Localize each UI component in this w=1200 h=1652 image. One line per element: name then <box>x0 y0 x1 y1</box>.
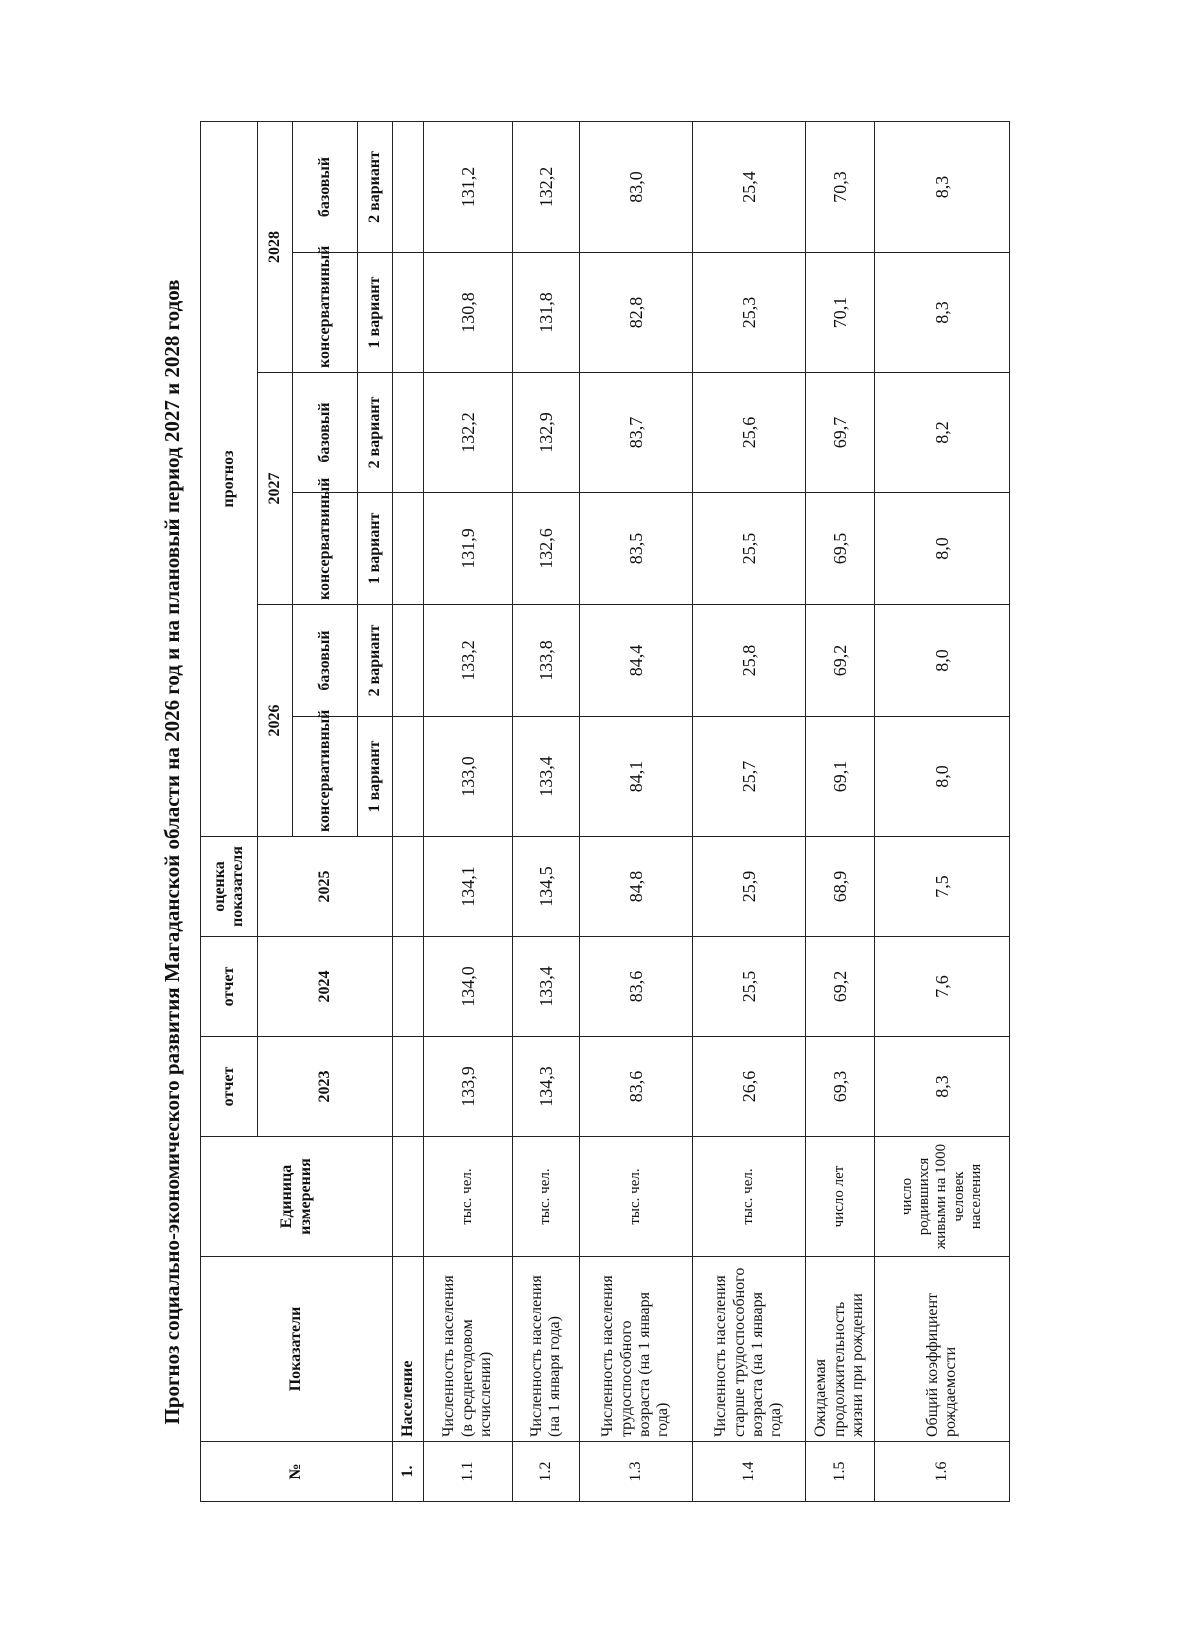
header-forecast: прогноз <box>201 121 258 836</box>
value-2023: 83,6 <box>580 1037 693 1137</box>
value-2025: 134,5 <box>513 837 580 937</box>
header-num: № <box>201 1442 393 1502</box>
row-label: Ожидаемая продолжительность жизни при рождении <box>806 1257 875 1442</box>
value-2028-v1: 8,3 <box>875 253 1010 373</box>
scenario-base-2026: базовый <box>293 605 358 717</box>
section-num: 1. <box>393 1442 424 1502</box>
value-2028-v2: 131,2 <box>424 121 513 252</box>
value-2025: 25,9 <box>693 837 806 937</box>
value-2024: 7,6 <box>875 937 1010 1037</box>
scenario-base-2028: базовый <box>293 121 358 252</box>
value-2028-v1: 130,8 <box>424 253 513 373</box>
section-row <box>393 121 424 1501</box>
value-2026-v2: 133,8 <box>513 605 580 717</box>
value-2026-v2: 84,4 <box>580 605 693 717</box>
value-2028-v1: 131,8 <box>513 253 580 373</box>
value-2028-v2: 25,4 <box>693 121 806 252</box>
value-2023: 133,9 <box>424 1037 513 1137</box>
row-label: Численность населения (в среднегодовом исчислении) <box>424 1257 513 1442</box>
value-2026-v1: 133,0 <box>424 717 513 837</box>
header-row-1 <box>201 121 258 1501</box>
scenario-conservative-2026: консервативный <box>293 717 358 837</box>
value-2024: 69,2 <box>806 937 875 1037</box>
value-2028-v2: 70,3 <box>806 121 875 252</box>
value-2027-v2: 132,2 <box>424 373 513 493</box>
header-year-2023: 2023 <box>258 1037 393 1137</box>
row-label: Общий коэффициент рождаемости <box>875 1257 1010 1442</box>
row-num: 1.5 <box>806 1442 875 1502</box>
value-2026-v2: 8,0 <box>875 605 1010 717</box>
variant-2-2027: 2 вариант <box>358 373 393 493</box>
value-2027-v2: 8,2 <box>875 373 1010 493</box>
row-unit: тыс. чел. <box>424 1137 513 1257</box>
scenario-conservative-2027: консерватвиный <box>293 493 358 605</box>
value-2026-v1: 8,0 <box>875 717 1010 837</box>
value-2024: 25,5 <box>693 937 806 1037</box>
value-2028-v1: 82,8 <box>580 253 693 373</box>
header-year-2026: 2026 <box>258 605 293 837</box>
value-2023: 134,3 <box>513 1037 580 1137</box>
value-2027-v2: 69,7 <box>806 373 875 493</box>
header-year-2028: 2028 <box>258 121 293 372</box>
header-report-2024: отчет <box>201 937 258 1037</box>
header-report-2023: отчет <box>201 1037 258 1137</box>
row-num: 1.1 <box>424 1442 513 1502</box>
forecast-table <box>200 121 1010 1502</box>
value-2028-v2: 8,3 <box>875 121 1010 252</box>
row-unit: тыс. чел. <box>580 1137 693 1257</box>
value-2027-v1: 131,9 <box>424 493 513 605</box>
table-row <box>513 121 580 1501</box>
section-label: Население <box>393 1257 424 1442</box>
value-2027-v2: 25,6 <box>693 373 806 493</box>
table-row <box>875 121 1010 1501</box>
value-2023: 26,6 <box>693 1037 806 1137</box>
value-2027-v2: 83,7 <box>580 373 693 493</box>
value-2026-v2: 69,2 <box>806 605 875 717</box>
value-2026-v1: 84,1 <box>580 717 693 837</box>
value-2024: 134,0 <box>424 937 513 1037</box>
value-2025: 7,5 <box>875 837 1010 937</box>
value-2027-v1: 83,5 <box>580 493 693 605</box>
variant-2-2026: 2 вариант <box>358 605 393 717</box>
row-label: Численность населения старше трудоспособного возраста (на 1 января года) <box>693 1257 806 1442</box>
value-2025: 84,8 <box>580 837 693 937</box>
value-2023: 69,3 <box>806 1037 875 1137</box>
value-2028-v1: 70,1 <box>806 253 875 373</box>
row-label: Численность населения трудоспособного возраста (на 1 января года) <box>580 1257 693 1442</box>
row-num: 1.3 <box>580 1442 693 1502</box>
header-indicators: Показатели <box>201 1257 393 1442</box>
scenario-base-2027: базовый <box>293 373 358 493</box>
row-unit: тыс. чел. <box>693 1137 806 1257</box>
value-2026-v2: 133,2 <box>424 605 513 717</box>
variant-1-2027: 1 вариант <box>358 493 393 605</box>
value-2024: 133,4 <box>513 937 580 1037</box>
table-row <box>806 121 875 1501</box>
value-2028-v1: 25,3 <box>693 253 806 373</box>
value-2028-v2: 132,2 <box>513 121 580 252</box>
value-2027-v1: 69,5 <box>806 493 875 605</box>
value-2024: 83,6 <box>580 937 693 1037</box>
row-unit: число родившихся живыми на 1000 человек населения <box>875 1137 1010 1257</box>
table-row <box>424 121 513 1501</box>
row-unit: число лет <box>806 1137 875 1257</box>
value-2026-v1: 69,1 <box>806 717 875 837</box>
table-row <box>580 121 693 1501</box>
value-2027-v2: 132,9 <box>513 373 580 493</box>
document-title: Прогноз социально-экономического развития Магаданской области на 2026 год и на плановый период 2027 и 2028 годов <box>160 279 184 1425</box>
value-2027-v1: 132,6 <box>513 493 580 605</box>
header-unit: Единица измерения <box>201 1137 393 1257</box>
scenario-conservative-2028: консерватвиный <box>293 253 358 373</box>
value-2027-v1: 25,5 <box>693 493 806 605</box>
row-unit: тыс. чел. <box>513 1137 580 1257</box>
row-num: 1.2 <box>513 1442 580 1502</box>
header-year-2024: 2024 <box>258 937 393 1037</box>
header-year-2027: 2027 <box>258 373 293 605</box>
value-2026-v2: 25,8 <box>693 605 806 717</box>
value-2028-v2: 83,0 <box>580 121 693 252</box>
header-estimate-2025: оценка показателя <box>201 837 258 937</box>
value-2027-v1: 8,0 <box>875 493 1010 605</box>
header-year-2025: 2025 <box>258 837 393 937</box>
value-2023: 8,3 <box>875 1037 1010 1137</box>
variant-2-2028: 2 вариант <box>358 121 393 252</box>
variant-1-2026: 1 вариант <box>358 717 393 837</box>
table-row <box>693 121 806 1501</box>
row-num: 1.4 <box>693 1442 806 1502</box>
value-2026-v1: 25,7 <box>693 717 806 837</box>
row-num: 1.6 <box>875 1442 1010 1502</box>
value-2025: 68,9 <box>806 837 875 937</box>
row-label: Численность населения (на 1 января года) <box>513 1257 580 1442</box>
value-2025: 134,1 <box>424 837 513 937</box>
variant-1-2028: 1 вариант <box>358 253 393 373</box>
value-2026-v1: 133,4 <box>513 717 580 837</box>
